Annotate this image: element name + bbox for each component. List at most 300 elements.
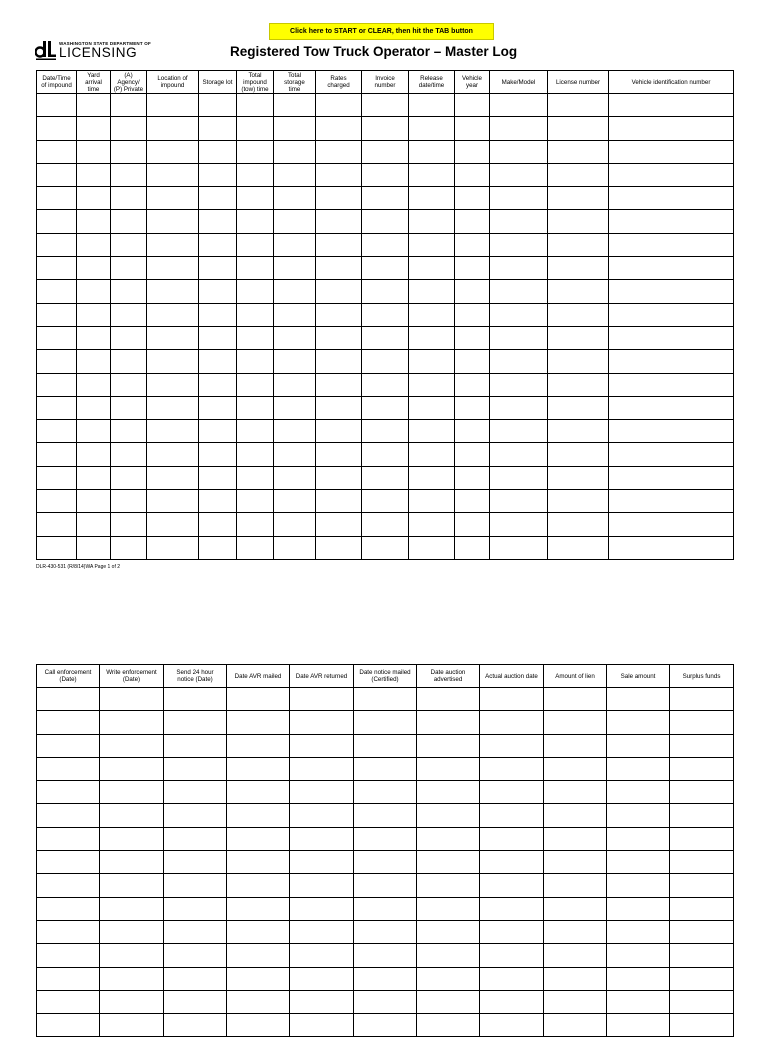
entry-cell[interactable] [544, 967, 607, 990]
entry-cell[interactable] [274, 140, 316, 163]
entry-cell[interactable] [274, 443, 316, 466]
entry-cell[interactable] [111, 513, 147, 536]
entry-cell[interactable] [609, 466, 734, 489]
entry-cell[interactable] [77, 373, 111, 396]
entry-cell[interactable] [316, 326, 362, 349]
entry-cell[interactable] [670, 688, 734, 711]
entry-cell[interactable] [199, 396, 237, 419]
entry-cell[interactable] [290, 757, 354, 780]
entry-cell[interactable] [274, 373, 316, 396]
entry-cell[interactable] [417, 920, 480, 943]
entry-cell[interactable] [455, 536, 490, 559]
entry-cell[interactable] [455, 373, 490, 396]
entry-cell[interactable] [548, 443, 609, 466]
entry-cell[interactable] [199, 210, 237, 233]
entry-cell[interactable] [607, 781, 670, 804]
entry-cell[interactable] [77, 536, 111, 559]
entry-cell[interactable] [455, 420, 490, 443]
entry-cell[interactable] [354, 990, 417, 1013]
entry-cell[interactable] [199, 187, 237, 210]
entry-cell[interactable] [37, 688, 100, 711]
entry-cell[interactable] [111, 443, 147, 466]
entry-cell[interactable] [316, 536, 362, 559]
entry-cell[interactable] [77, 420, 111, 443]
entry-cell[interactable] [290, 944, 354, 967]
entry-cell[interactable] [455, 94, 490, 117]
entry-cell[interactable] [290, 734, 354, 757]
entry-cell[interactable] [111, 187, 147, 210]
entry-cell[interactable] [37, 117, 77, 140]
entry-cell[interactable] [111, 490, 147, 513]
entry-cell[interactable] [164, 711, 227, 734]
entry-cell[interactable] [409, 94, 455, 117]
entry-cell[interactable] [354, 804, 417, 827]
entry-cell[interactable] [77, 140, 111, 163]
entry-cell[interactable] [111, 466, 147, 489]
entry-cell[interactable] [37, 420, 77, 443]
entry-cell[interactable] [274, 303, 316, 326]
entry-cell[interactable] [362, 257, 409, 280]
entry-cell[interactable] [609, 303, 734, 326]
entry-cell[interactable] [164, 944, 227, 967]
entry-cell[interactable] [480, 804, 544, 827]
entry-cell[interactable] [548, 420, 609, 443]
entry-cell[interactable] [316, 233, 362, 256]
entry-cell[interactable] [409, 117, 455, 140]
entry-cell[interactable] [147, 257, 199, 280]
entry-cell[interactable] [37, 827, 100, 850]
entry-cell[interactable] [455, 490, 490, 513]
entry-cell[interactable] [147, 350, 199, 373]
entry-cell[interactable] [274, 513, 316, 536]
entry-cell[interactable] [609, 233, 734, 256]
entry-cell[interactable] [147, 140, 199, 163]
entry-cell[interactable] [237, 326, 274, 349]
entry-cell[interactable] [544, 757, 607, 780]
entry-cell[interactable] [77, 163, 111, 186]
entry-cell[interactable] [455, 117, 490, 140]
entry-cell[interactable] [37, 373, 77, 396]
entry-cell[interactable] [164, 1014, 227, 1037]
entry-cell[interactable] [609, 396, 734, 419]
entry-cell[interactable] [362, 466, 409, 489]
entry-cell[interactable] [199, 94, 237, 117]
entry-cell[interactable] [111, 140, 147, 163]
entry-cell[interactable] [199, 233, 237, 256]
entry-cell[interactable] [548, 396, 609, 419]
entry-cell[interactable] [670, 851, 734, 874]
entry-cell[interactable] [274, 233, 316, 256]
entry-cell[interactable] [417, 1014, 480, 1037]
entry-cell[interactable] [455, 303, 490, 326]
entry-cell[interactable] [609, 443, 734, 466]
entry-cell[interactable] [490, 187, 548, 210]
entry-cell[interactable] [455, 396, 490, 419]
entry-cell[interactable] [77, 350, 111, 373]
entry-cell[interactable] [316, 210, 362, 233]
entry-cell[interactable] [670, 734, 734, 757]
entry-cell[interactable] [480, 874, 544, 897]
entry-cell[interactable] [490, 466, 548, 489]
entry-cell[interactable] [199, 326, 237, 349]
entry-cell[interactable] [164, 804, 227, 827]
entry-cell[interactable] [548, 163, 609, 186]
entry-cell[interactable] [100, 781, 164, 804]
entry-cell[interactable] [199, 117, 237, 140]
entry-cell[interactable] [100, 711, 164, 734]
entry-cell[interactable] [480, 920, 544, 943]
entry-cell[interactable] [147, 233, 199, 256]
entry-cell[interactable] [237, 210, 274, 233]
entry-cell[interactable] [199, 373, 237, 396]
entry-cell[interactable] [77, 303, 111, 326]
entry-cell[interactable] [100, 920, 164, 943]
entry-cell[interactable] [409, 233, 455, 256]
start-clear-button[interactable]: Click here to START or CLEAR, then hit the TAB button [269, 23, 494, 40]
entry-cell[interactable] [609, 187, 734, 210]
entry-cell[interactable] [316, 443, 362, 466]
entry-cell[interactable] [37, 920, 100, 943]
entry-cell[interactable] [274, 536, 316, 559]
entry-cell[interactable] [609, 280, 734, 303]
entry-cell[interactable] [316, 303, 362, 326]
entry-cell[interactable] [77, 443, 111, 466]
entry-cell[interactable] [37, 513, 77, 536]
entry-cell[interactable] [544, 688, 607, 711]
entry-cell[interactable] [164, 897, 227, 920]
entry-cell[interactable] [37, 757, 100, 780]
entry-cell[interactable] [548, 303, 609, 326]
entry-cell[interactable] [37, 990, 100, 1013]
entry-cell[interactable] [409, 163, 455, 186]
entry-cell[interactable] [409, 187, 455, 210]
entry-cell[interactable] [490, 210, 548, 233]
entry-cell[interactable] [37, 280, 77, 303]
entry-cell[interactable] [316, 94, 362, 117]
entry-cell[interactable] [274, 210, 316, 233]
entry-cell[interactable] [548, 536, 609, 559]
entry-cell[interactable] [609, 420, 734, 443]
entry-cell[interactable] [548, 513, 609, 536]
entry-cell[interactable] [670, 897, 734, 920]
entry-cell[interactable] [607, 990, 670, 1013]
entry-cell[interactable] [544, 874, 607, 897]
entry-cell[interactable] [490, 326, 548, 349]
entry-cell[interactable] [316, 513, 362, 536]
entry-cell[interactable] [274, 466, 316, 489]
entry-cell[interactable] [164, 920, 227, 943]
entry-cell[interactable] [237, 350, 274, 373]
entry-cell[interactable] [37, 350, 77, 373]
entry-cell[interactable] [607, 897, 670, 920]
entry-cell[interactable] [409, 396, 455, 419]
entry-cell[interactable] [147, 117, 199, 140]
entry-cell[interactable] [227, 781, 290, 804]
entry-cell[interactable] [100, 827, 164, 850]
entry-cell[interactable] [409, 513, 455, 536]
entry-cell[interactable] [100, 851, 164, 874]
entry-cell[interactable] [490, 140, 548, 163]
entry-cell[interactable] [480, 734, 544, 757]
entry-cell[interactable] [607, 688, 670, 711]
entry-cell[interactable] [670, 874, 734, 897]
entry-cell[interactable] [409, 373, 455, 396]
entry-cell[interactable] [417, 990, 480, 1013]
entry-cell[interactable] [147, 536, 199, 559]
entry-cell[interactable] [111, 373, 147, 396]
entry-cell[interactable] [77, 117, 111, 140]
entry-cell[interactable] [290, 990, 354, 1013]
entry-cell[interactable] [354, 851, 417, 874]
entry-cell[interactable] [548, 210, 609, 233]
entry-cell[interactable] [544, 920, 607, 943]
entry-cell[interactable] [362, 303, 409, 326]
entry-cell[interactable] [548, 490, 609, 513]
entry-cell[interactable] [316, 280, 362, 303]
entry-cell[interactable] [237, 373, 274, 396]
entry-cell[interactable] [480, 851, 544, 874]
entry-cell[interactable] [237, 187, 274, 210]
entry-cell[interactable] [147, 94, 199, 117]
entry-cell[interactable] [111, 326, 147, 349]
entry-cell[interactable] [544, 1014, 607, 1037]
entry-cell[interactable] [164, 781, 227, 804]
entry-cell[interactable] [544, 734, 607, 757]
entry-cell[interactable] [100, 874, 164, 897]
entry-cell[interactable] [37, 94, 77, 117]
entry-cell[interactable] [548, 257, 609, 280]
entry-cell[interactable] [227, 734, 290, 757]
entry-cell[interactable] [609, 257, 734, 280]
entry-cell[interactable] [362, 163, 409, 186]
entry-cell[interactable] [490, 443, 548, 466]
entry-cell[interactable] [199, 443, 237, 466]
entry-cell[interactable] [609, 163, 734, 186]
entry-cell[interactable] [455, 513, 490, 536]
entry-cell[interactable] [354, 874, 417, 897]
entry-cell[interactable] [237, 466, 274, 489]
entry-cell[interactable] [316, 350, 362, 373]
entry-cell[interactable] [362, 513, 409, 536]
entry-cell[interactable] [609, 326, 734, 349]
entry-cell[interactable] [362, 233, 409, 256]
entry-cell[interactable] [37, 303, 77, 326]
entry-cell[interactable] [490, 536, 548, 559]
entry-cell[interactable] [37, 711, 100, 734]
entry-cell[interactable] [147, 373, 199, 396]
entry-cell[interactable] [609, 536, 734, 559]
entry-cell[interactable] [164, 688, 227, 711]
entry-cell[interactable] [490, 373, 548, 396]
entry-cell[interactable] [111, 280, 147, 303]
entry-cell[interactable] [490, 396, 548, 419]
entry-cell[interactable] [111, 536, 147, 559]
entry-cell[interactable] [409, 466, 455, 489]
entry-cell[interactable] [607, 734, 670, 757]
entry-cell[interactable] [548, 233, 609, 256]
entry-cell[interactable] [77, 94, 111, 117]
entry-cell[interactable] [455, 443, 490, 466]
entry-cell[interactable] [607, 944, 670, 967]
entry-cell[interactable] [490, 280, 548, 303]
entry-cell[interactable] [290, 967, 354, 990]
entry-cell[interactable] [237, 163, 274, 186]
entry-cell[interactable] [227, 827, 290, 850]
entry-cell[interactable] [199, 536, 237, 559]
entry-cell[interactable] [417, 757, 480, 780]
entry-cell[interactable] [609, 210, 734, 233]
entry-cell[interactable] [37, 210, 77, 233]
entry-cell[interactable] [227, 804, 290, 827]
entry-cell[interactable] [548, 350, 609, 373]
entry-cell[interactable] [164, 967, 227, 990]
entry-cell[interactable] [227, 1014, 290, 1037]
entry-cell[interactable] [480, 757, 544, 780]
entry-cell[interactable] [544, 851, 607, 874]
entry-cell[interactable] [100, 967, 164, 990]
entry-cell[interactable] [417, 711, 480, 734]
entry-cell[interactable] [609, 117, 734, 140]
entry-cell[interactable] [609, 513, 734, 536]
entry-cell[interactable] [147, 466, 199, 489]
entry-cell[interactable] [455, 233, 490, 256]
entry-cell[interactable] [227, 757, 290, 780]
entry-cell[interactable] [37, 233, 77, 256]
entry-cell[interactable] [480, 781, 544, 804]
entry-cell[interactable] [274, 326, 316, 349]
entry-cell[interactable] [417, 967, 480, 990]
entry-cell[interactable] [417, 827, 480, 850]
entry-cell[interactable] [548, 326, 609, 349]
entry-cell[interactable] [274, 350, 316, 373]
entry-cell[interactable] [147, 443, 199, 466]
entry-cell[interactable] [37, 536, 77, 559]
entry-cell[interactable] [147, 513, 199, 536]
entry-cell[interactable] [354, 967, 417, 990]
entry-cell[interactable] [417, 851, 480, 874]
entry-cell[interactable] [77, 280, 111, 303]
entry-cell[interactable] [548, 466, 609, 489]
entry-cell[interactable] [100, 757, 164, 780]
entry-cell[interactable] [362, 187, 409, 210]
entry-cell[interactable] [199, 280, 237, 303]
entry-cell[interactable] [354, 711, 417, 734]
entry-cell[interactable] [274, 280, 316, 303]
entry-cell[interactable] [37, 851, 100, 874]
entry-cell[interactable] [316, 257, 362, 280]
entry-cell[interactable] [237, 536, 274, 559]
entry-cell[interactable] [164, 990, 227, 1013]
entry-cell[interactable] [227, 920, 290, 943]
entry-cell[interactable] [607, 711, 670, 734]
entry-cell[interactable] [417, 734, 480, 757]
entry-cell[interactable] [274, 420, 316, 443]
entry-cell[interactable] [455, 163, 490, 186]
entry-cell[interactable] [354, 944, 417, 967]
entry-cell[interactable] [237, 140, 274, 163]
entry-cell[interactable] [455, 466, 490, 489]
entry-cell[interactable] [290, 804, 354, 827]
entry-cell[interactable] [316, 187, 362, 210]
entry-cell[interactable] [100, 1014, 164, 1037]
entry-cell[interactable] [111, 396, 147, 419]
entry-cell[interactable] [480, 1014, 544, 1037]
entry-cell[interactable] [490, 490, 548, 513]
entry-cell[interactable] [417, 804, 480, 827]
entry-cell[interactable] [607, 851, 670, 874]
entry-cell[interactable] [290, 781, 354, 804]
entry-cell[interactable] [37, 967, 100, 990]
entry-cell[interactable] [100, 944, 164, 967]
entry-cell[interactable] [480, 827, 544, 850]
entry-cell[interactable] [480, 967, 544, 990]
entry-cell[interactable] [548, 94, 609, 117]
entry-cell[interactable] [354, 781, 417, 804]
entry-cell[interactable] [77, 513, 111, 536]
entry-cell[interactable] [354, 897, 417, 920]
entry-cell[interactable] [37, 1014, 100, 1037]
entry-cell[interactable] [409, 210, 455, 233]
entry-cell[interactable] [274, 117, 316, 140]
entry-cell[interactable] [607, 967, 670, 990]
entry-cell[interactable] [37, 187, 77, 210]
entry-cell[interactable] [544, 804, 607, 827]
entry-cell[interactable] [670, 1014, 734, 1037]
entry-cell[interactable] [670, 711, 734, 734]
entry-cell[interactable] [316, 163, 362, 186]
entry-cell[interactable] [147, 303, 199, 326]
entry-cell[interactable] [147, 420, 199, 443]
entry-cell[interactable] [490, 117, 548, 140]
entry-cell[interactable] [37, 140, 77, 163]
entry-cell[interactable] [111, 163, 147, 186]
entry-cell[interactable] [548, 117, 609, 140]
entry-cell[interactable] [362, 490, 409, 513]
entry-cell[interactable] [362, 117, 409, 140]
entry-cell[interactable] [409, 350, 455, 373]
entry-cell[interactable] [609, 373, 734, 396]
entry-cell[interactable] [409, 490, 455, 513]
entry-cell[interactable] [227, 897, 290, 920]
entry-cell[interactable] [455, 187, 490, 210]
entry-cell[interactable] [37, 781, 100, 804]
entry-cell[interactable] [227, 944, 290, 967]
entry-cell[interactable] [607, 874, 670, 897]
entry-cell[interactable] [354, 757, 417, 780]
entry-cell[interactable] [199, 163, 237, 186]
entry-cell[interactable] [274, 490, 316, 513]
entry-cell[interactable] [237, 280, 274, 303]
entry-cell[interactable] [490, 350, 548, 373]
entry-cell[interactable] [316, 466, 362, 489]
entry-cell[interactable] [607, 827, 670, 850]
entry-cell[interactable] [544, 990, 607, 1013]
entry-cell[interactable] [147, 280, 199, 303]
entry-cell[interactable] [544, 781, 607, 804]
entry-cell[interactable] [354, 1014, 417, 1037]
entry-cell[interactable] [237, 490, 274, 513]
entry-cell[interactable] [362, 140, 409, 163]
entry-cell[interactable] [455, 326, 490, 349]
entry-cell[interactable] [409, 280, 455, 303]
entry-cell[interactable] [544, 897, 607, 920]
entry-cell[interactable] [362, 350, 409, 373]
entry-cell[interactable] [227, 688, 290, 711]
entry-cell[interactable] [455, 140, 490, 163]
entry-cell[interactable] [670, 827, 734, 850]
entry-cell[interactable] [37, 874, 100, 897]
entry-cell[interactable] [37, 466, 77, 489]
